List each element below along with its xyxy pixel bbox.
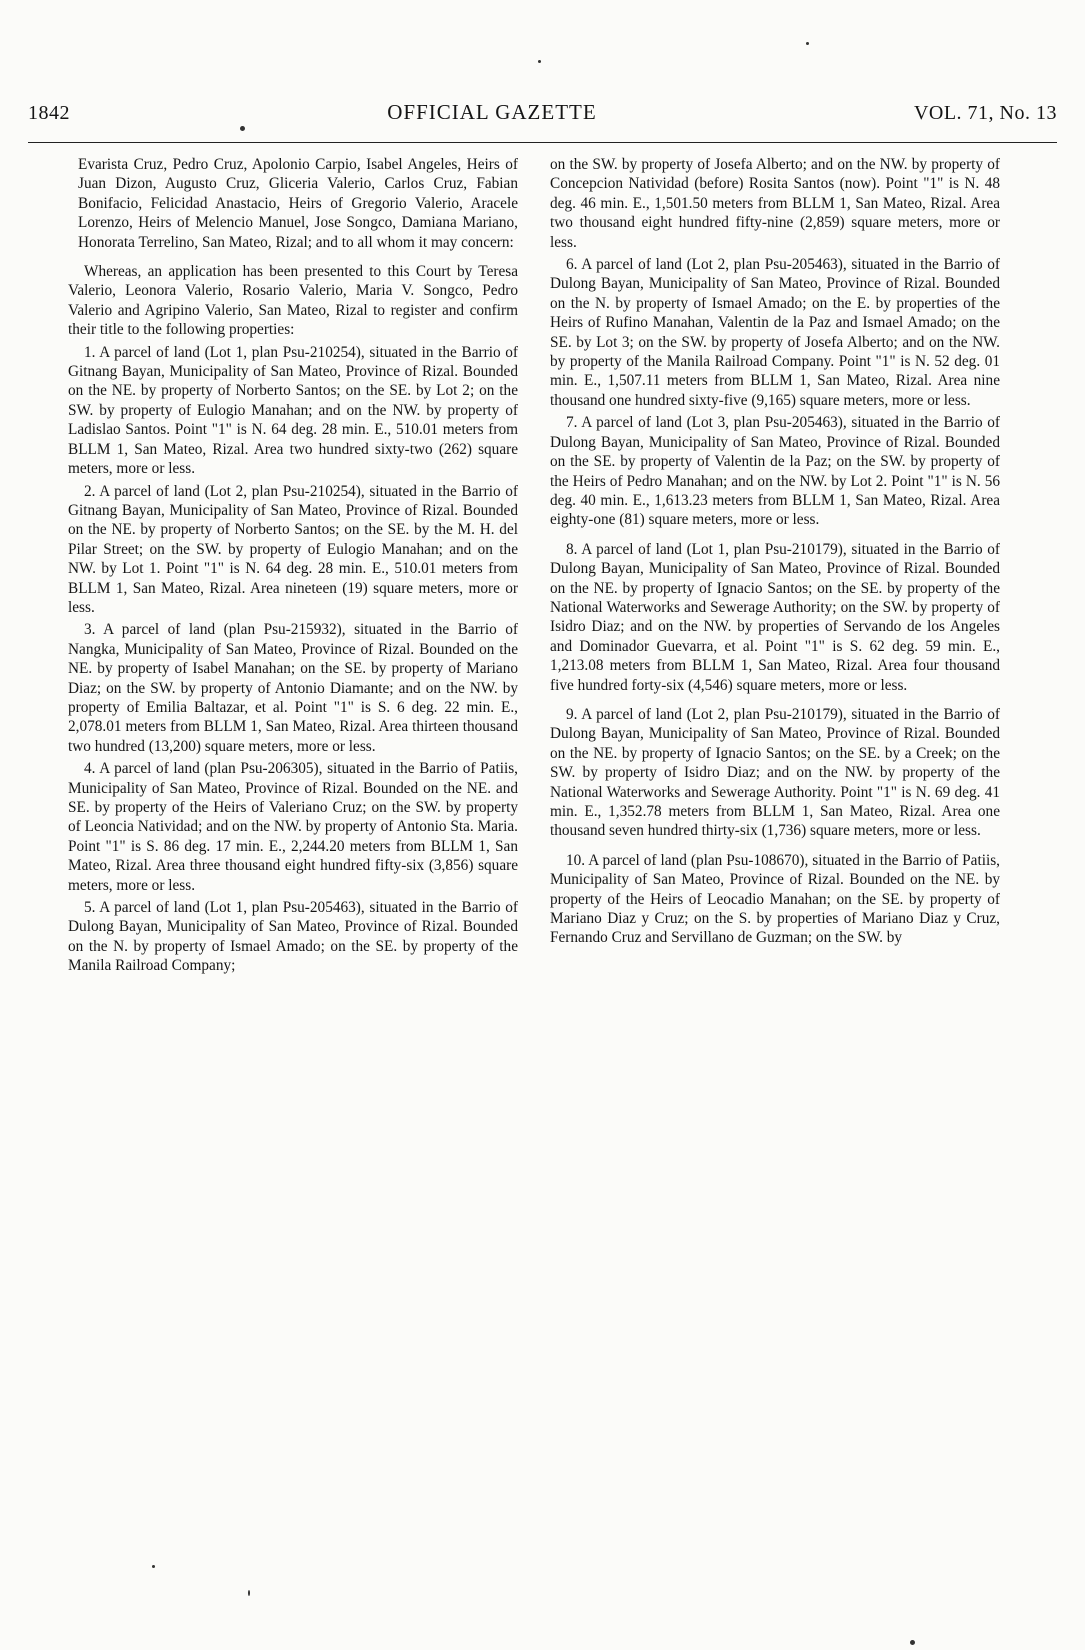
address-paragraph: Evarista Cruz, Pedro Cruz, Apolonio Carpio, Isabel Angeles, Heirs of Juan Dizon, Augusto Cruz, Gliceria Valerio, Carlos Cruz, Fabian Bonifacio, Felicidad Anastacio, Heirs of Gregorio Valerio, Aracele Lorenzo, Heirs of Melencio Manuel, Jose Songco, Damiana Mariano, Honorata Terrelino, San Mateo, Rizal; and to all whom it may concern:	[78, 156, 518, 251]
parcel-paragraph-3: 3. A parcel of land (plan Psu-215932), situated in the Barrio of Nangka, Municipality of San Mateo, Province of Rizal. Bounded on the NE. by property of Isabel Manahan; on the SE. by property of Mariano Diaz; on the SW. by property of Antonio Diamante; and on the NW. by property of Emilia Baltazar, et al. Point "1" is S. 6 deg. 22 min. E., 2,078.01 meters from BLLM 1, San Mateo, Rizal. Area thirteen thousand two hundred (13,200) square meters, more or less.	[68, 621, 518, 755]
left-column	[68, 155, 518, 979]
page-number: 1842	[28, 102, 70, 124]
page-header	[28, 100, 1057, 134]
volume-number: VOL. 71, No. 13	[913, 102, 1057, 124]
scan-speck	[538, 60, 541, 63]
scan-speck	[910, 1640, 915, 1645]
parcel-paragraph-1: 1. A parcel of land (Lot 1, plan Psu-210254), situated in the Barrio of Gitnang Bayan, Municipality of San Mateo, Province of Rizal. Bounded on the NE. by property of Norberto Santos; on the SE. by Lot 2; on the SW. by property of Eulogio Manahan; and on the NW. by property of Ladislao Santos. Point "1" is N. 64 deg. 28 min. E., 510.01 meters from BLLM 1, San Mateo, Rizal. Area two hundred sixty-two (262) square meters, more or less.	[68, 343, 518, 478]
scan-speck	[152, 1565, 155, 1568]
parcel-paragraph-4: 4. A parcel of land (plan Psu-206305), situated in the Barrio of Patiis, Municipality of San Mateo, Province of Rizal. Bounded on the NE. and SE. by property of the Heirs of Valeriano Cruz; on the SW. by property of Leoncia Natividad; and on the NW. by property of Antonio Sta. Maria. Point "1" is S. 86 deg. 17 min. E., 2,244.20 meters from BLLM 1, San Mateo, Rizal. Area three thousand eight hundred fifty-six (3,856) square meters, more or less.	[68, 760, 518, 894]
whereas-paragraph: Whereas, an application has been presented to this Court by Teresa Valerio, Leonora Valerio, Rosario Valerio, Maria V. Songco, Pedro Valerio and Agripino Valerio, San Mateo, Rizal to register and confirm their title to the following properties:	[68, 263, 518, 339]
right-column	[550, 155, 1000, 951]
parcel-paragraph-5: 5. A parcel of land (Lot 1, plan Psu-205463), situated in the Barrio of Dulong Bayan, Municipality of San Mateo, Province of Rizal. Bounded on the N. by property of Ismael Amado; on the SE. by property of the Manila Railroad Company;	[68, 899, 518, 975]
scan-speck	[248, 1590, 250, 1596]
header-rule	[28, 142, 1057, 143]
parcel-paragraph-7: 7. A parcel of land (Lot 3, plan Psu-205463), situated in the Barrio of Dulong Bayan, Municipality of San Mateo, Province of Rizal. Bounded on the SE. by property of Valentin de la Paz; on the SW. by property of the Heirs of Pedro Manahan; and on the NW. by Lot 2. Point "1" is N. 56 deg. 40 min. E., 1,613.23 meters from BLLM 1, San Mateo, Rizal. Area eighty-one (81) square meters, more or less.	[550, 414, 1000, 529]
parcel-paragraph-8: 8. A parcel of land (Lot 1, plan Psu-210179), situated in the Barrio of Dulong Bayan, Municipality of San Mateo, Province of Rizal. Bounded on the NE. by property of Ignacio Santos; on the SE. by property of the National Waterworks and Sewerage Authority; on the SW. by property of Isidro Diaz; and on the NW. by properties of Servando de los Angeles and Dominador Guevarra, et al. Point "1" is S. 62 deg. 59 min. E., 1,213.08 meters from BLLM 1, San Mateo, Rizal. Area four thousand five hundred forty-six (4,546) square meters, more or less.	[550, 540, 1000, 694]
parcel-paragraph-10: 10. A parcel of land (plan Psu-108670), situated in the Barrio of Patiis, Municipality of San Mateo, Province of Rizal. Bounded on the NE. by property of the Heirs of Leocadio Manahan; on the SE. by property of Mariano Diaz y Cruz; on the S. by properties of Mariano Diaz y Cruz, Fernando Cruz and Servillano de Guzman; on the SW. by	[550, 851, 1000, 947]
parcel-paragraph-9: 9. A parcel of land (Lot 2, plan Psu-210179), situated in the Barrio of Dulong Bayan, Municipality of San Mateo, Province of Rizal. Bounded on the NE. by property of Ignacio Santos; on the SE. by a Creek; on the SW. by property of Isidro Diaz; and on the NW. by property of the National Waterworks and Sewerage Authority. Point "1" is N. 69 deg. 41 min. E., 1,352.78 meters from BLLM 1, San Mateo, Rizal. Area one thousand seven hundred thirty-six (1,736) square meters, more or less.	[550, 705, 1000, 840]
parcel-paragraph-2: 2. A parcel of land (Lot 2, plan Psu-210254), situated in the Barrio of Gitnang Bayan, Municipality of San Mateo, Province of Rizal. Bounded on the NE. by property of Norberto Santos; on the SE. by the M. H. del Pilar Street; on the SW. by property of Eulogio Manahan; and on the NW. by Lot 1. Point "1" is N. 64 deg. 28 min. E., 510.01 meters from BLLM 1, San Mateo, Rizal. Area nineteen (19) square meters, more or less.	[68, 482, 518, 616]
publication-title: OFFICIAL GAZETTE	[387, 100, 597, 124]
scan-speck	[240, 126, 245, 131]
scan-speck	[806, 42, 809, 45]
parcel-paragraph-6: 6. A parcel of land (Lot 2, plan Psu-205463), situated in the Barrio of Dulong Bayan, Municipality of San Mateo, Province of Rizal. Bounded on the N. by property of Ismael Amado; on the E. by properties of the Heirs of Rufino Manahan, Valentin de la Paz and Ismael Amado; on the SE. by Lot 3; on the SW. by property of Josefa Alberto; and on the NW. by property of the Manila Railroad Company. Point "1" is N. 52 deg. 01 min. E., 1,507.11 meters from BLLM 1, San Mateo, Rizal. Area nine thousand one hundred sixty-five (9,165) square meters, more or less.	[550, 256, 1000, 409]
parcel-5-continuation: on the SW. by property of Josefa Alberto; and on the NW. by property of Concepcion Natividad (before) Rosita Santos (now). Point "1" is N. 48 deg. 46 min. E., 1,501.50 meters from BLLM 1, San Mateo, Rizal. Area two thousand eight hundred fifty-nine (2,859) square meters, more or less.	[550, 156, 1000, 251]
